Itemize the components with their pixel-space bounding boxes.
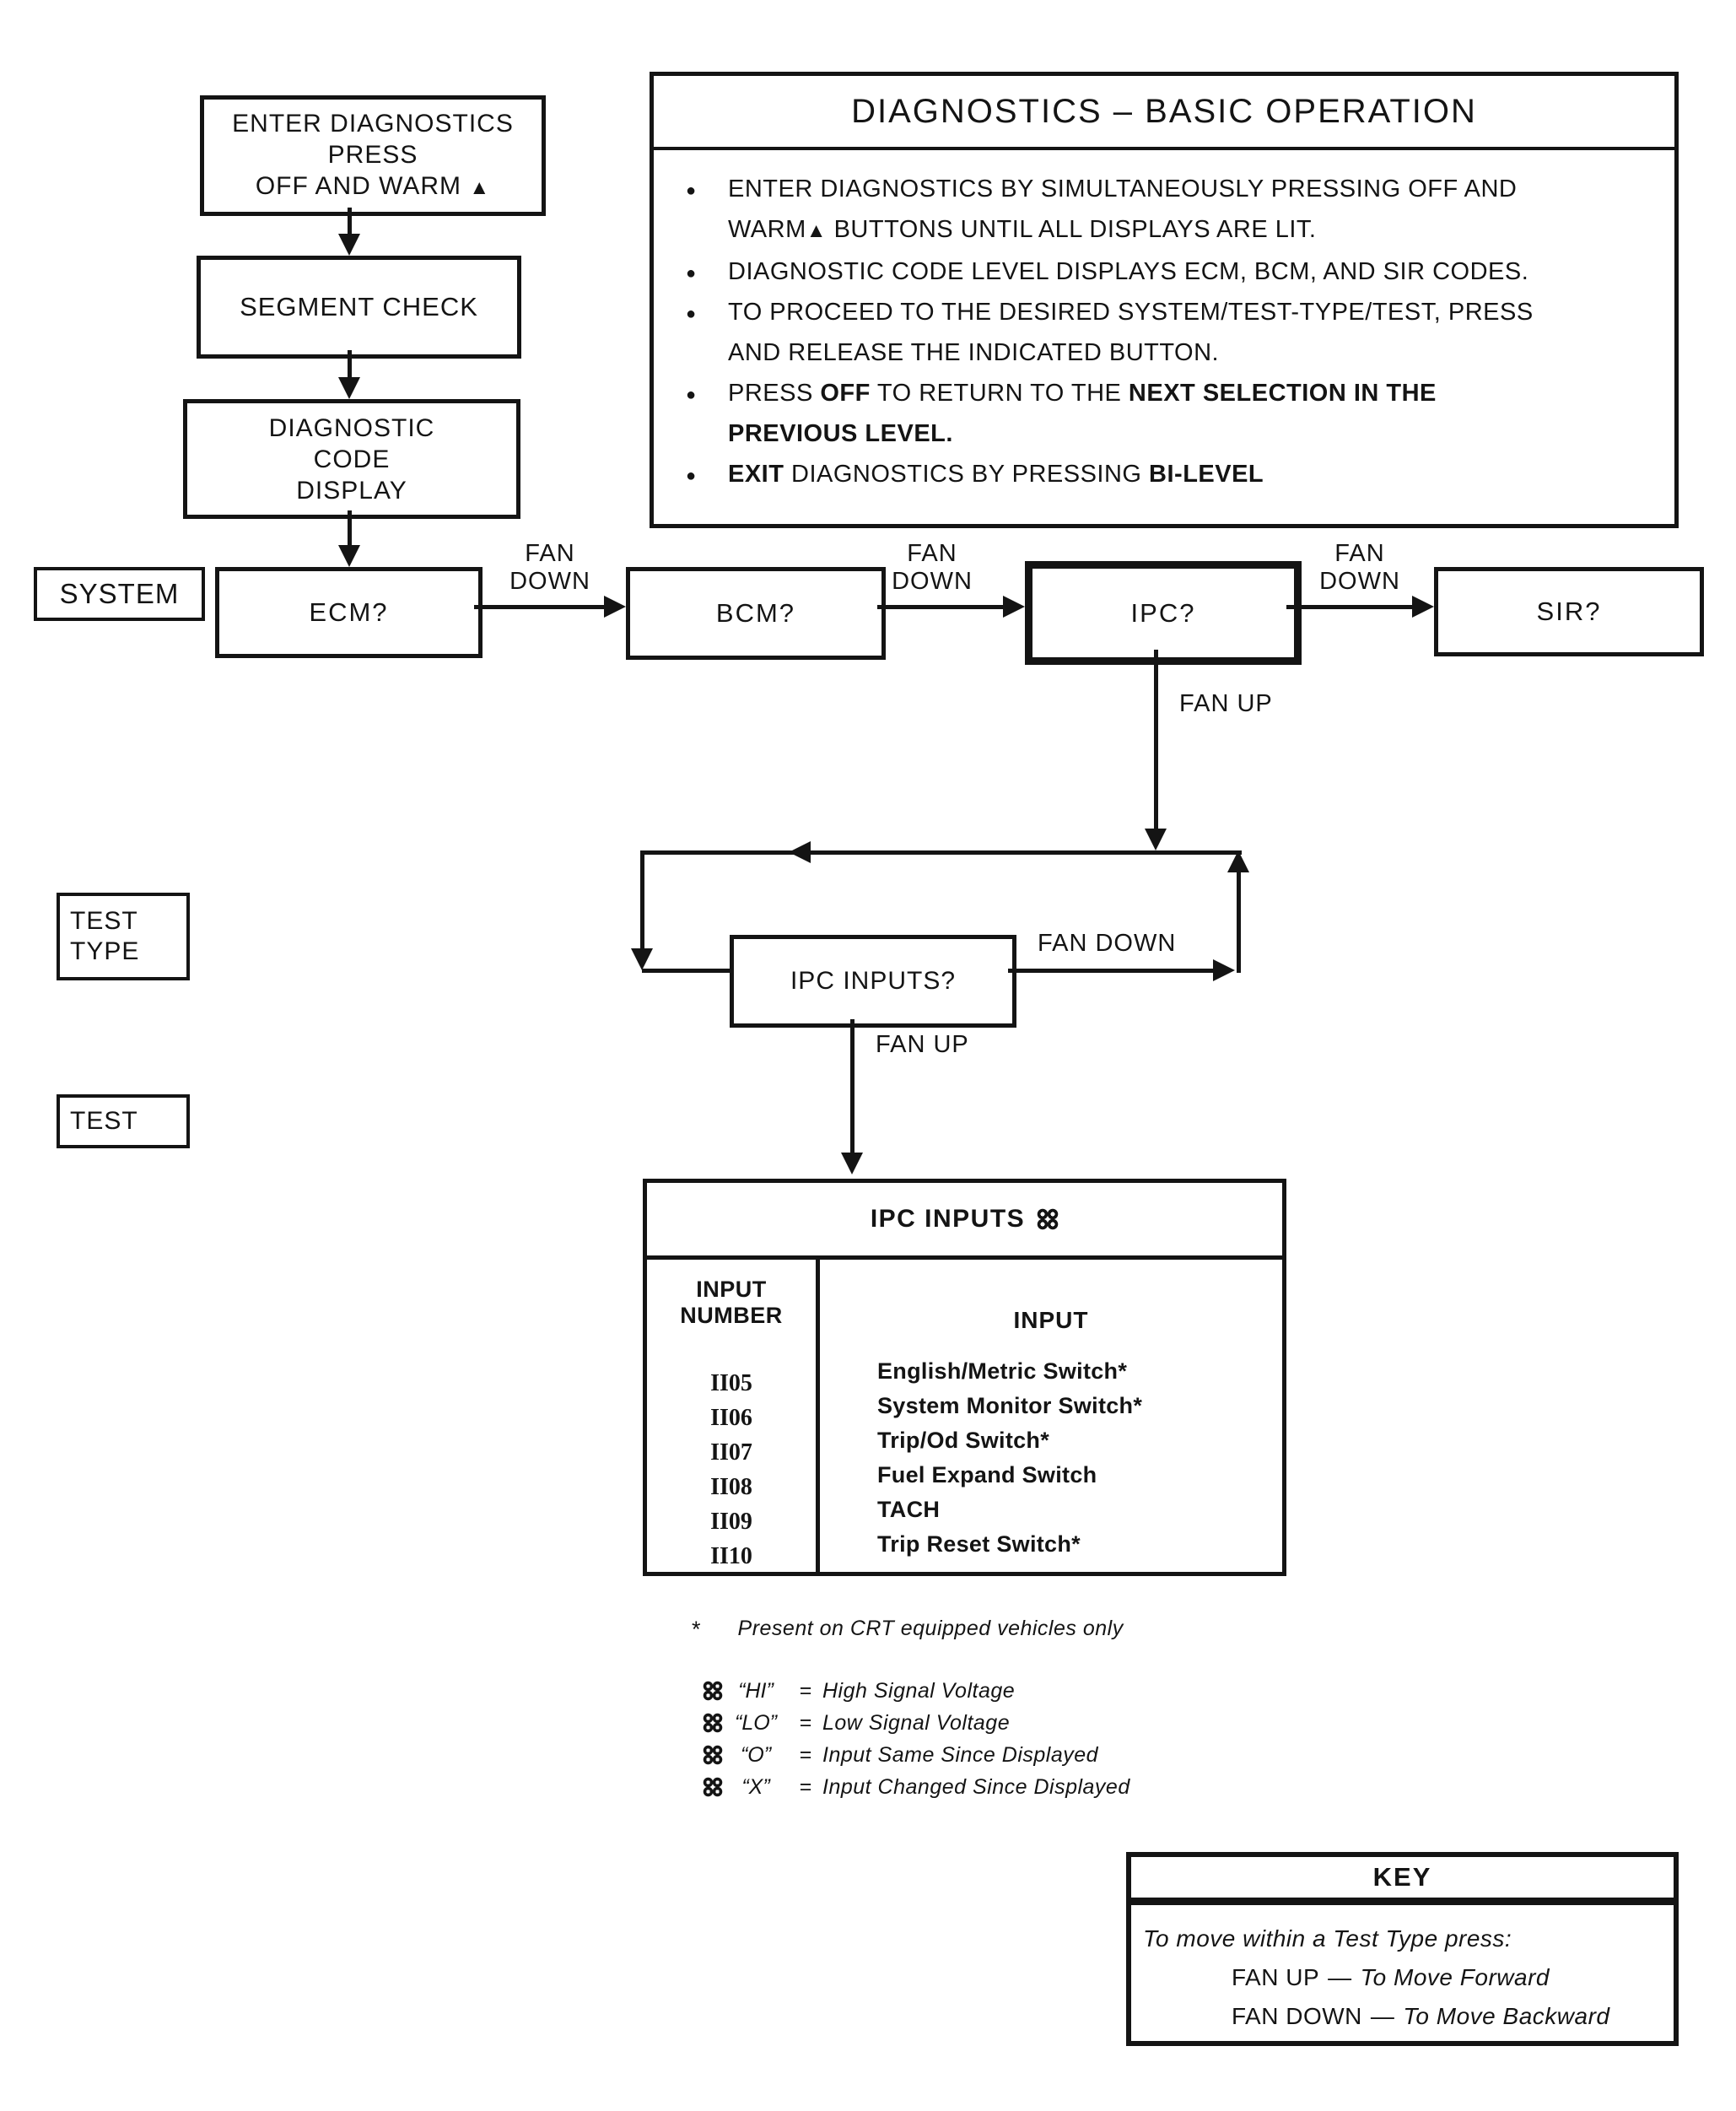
enter-diagnostics-box — [200, 95, 546, 216]
ipc-inputs-label: IPC INPUTS? — [790, 967, 957, 995]
input-footnote-asterisk: * — [1133, 1393, 1143, 1418]
diag-box-line2: CODE — [313, 445, 391, 473]
bullet-text: BUTTONS UNTIL ALL DISPLAYS ARE LIT. — [827, 216, 1317, 243]
arrow-ecm-to-bcm-line — [474, 605, 604, 609]
key-box-body — [1131, 1905, 1674, 2030]
bcm-label: BCM? — [715, 598, 796, 628]
signal-footnote-row — [703, 1679, 1130, 1711]
loop-right-connector-head — [1213, 959, 1235, 981]
table-row-number: II09 — [710, 1509, 752, 1535]
key-action-text: To Move Forward — [1360, 1964, 1550, 1990]
loop-top-left-arrowhead — [789, 841, 811, 863]
test-level-label — [57, 1094, 190, 1148]
diag-box-line3: DISPLAY — [296, 476, 407, 505]
table-row-number: II06 — [710, 1405, 752, 1431]
sir-box — [1434, 567, 1704, 656]
ecm-box — [215, 567, 483, 658]
bullet-text-bold: EXIT — [728, 461, 784, 488]
info-box — [650, 72, 1679, 528]
key-entry-fan-up — [1143, 1964, 1662, 1991]
loop-left-arrowhead — [631, 948, 653, 970]
warm-triangle-icon: ▲ — [469, 176, 491, 199]
input-number-column — [647, 1260, 820, 1572]
arrow-segment-to-diag-line — [348, 350, 352, 377]
asterisk-footnote — [692, 1617, 1124, 1643]
segment-check-box — [197, 256, 521, 359]
arrow-ipc-to-sir-line — [1286, 605, 1412, 609]
quad-circles-icon — [703, 1777, 723, 1797]
loop-top-line — [640, 850, 1242, 855]
ipc-inputs-table-body — [647, 1260, 1282, 1572]
diag-box-line1: DIAGNOSTIC — [268, 413, 435, 442]
down-text: DOWN — [1319, 568, 1400, 595]
fan-down-loop-label: FAN DOWN — [1038, 930, 1177, 957]
bullet-text: DIAGNOSTICS BY PRESSING — [784, 461, 1150, 488]
loop-right-connector — [1008, 969, 1213, 973]
key-intro-text: To move within a Test Type press: — [1143, 1925, 1512, 1952]
fan-text: FAN — [1334, 540, 1385, 567]
bullet-text: TO RETURN TO THE — [870, 380, 1129, 407]
table-row-input — [877, 1527, 1282, 1562]
input-text: TACH — [877, 1497, 941, 1522]
input-column — [820, 1260, 1282, 1572]
table-row-number: II10 — [710, 1543, 752, 1569]
bullet-to-proceed — [728, 292, 1555, 373]
fan-up-to-table-head — [841, 1153, 863, 1174]
bcm-box — [626, 567, 886, 660]
test-type-line1: TEST — [70, 907, 138, 935]
arrow-bcm-to-ipc-line — [877, 605, 1003, 609]
ipc-inputs-table-title — [647, 1183, 1282, 1260]
bullet-text-bold: NEXT SELECTION IN THE PREVIOUS LEVEL. — [728, 380, 1437, 447]
equals-sign: = — [799, 1679, 812, 1703]
signal-sign: “X” — [741, 1775, 770, 1799]
input-footnote-asterisk: * — [1071, 1531, 1081, 1557]
fan-down-label-3 — [1309, 540, 1410, 596]
down-text: DOWN — [892, 568, 973, 595]
loop-right-up-arrowhead — [1227, 850, 1249, 872]
arrow-ecm-to-bcm-head — [604, 596, 626, 618]
enter-box-line3-text: OFF AND WARM — [255, 172, 462, 200]
enter-box-line3 — [256, 170, 490, 203]
key-box-title: KEY — [1131, 1857, 1674, 1905]
table-row-number: II08 — [710, 1474, 752, 1500]
table-row-number: II05 — [710, 1370, 752, 1396]
loop-right-line — [1237, 871, 1241, 973]
bullet-text: PRESS — [728, 380, 821, 407]
sir-label: SIR? — [1536, 597, 1602, 626]
ecm-label: ECM? — [309, 597, 389, 627]
fan-text: FAN — [525, 540, 575, 567]
bullet-diagnostic-code-level — [728, 251, 1555, 292]
input-number-header — [647, 1277, 816, 1329]
key-button-name: FAN DOWN — [1232, 2003, 1362, 2029]
signal-sign: “LO” — [735, 1711, 777, 1735]
bullet-text: TO PROCEED TO THE DESIRED SYSTEM/TEST-TYPE/TEST, PRESS AND RELEASE THE INDICATED BUTTON. — [728, 299, 1534, 366]
enter-box-line2: PRESS — [327, 141, 418, 169]
signal-footnote-row — [703, 1743, 1130, 1775]
signal-meaning: Input Changed Since Displayed — [822, 1775, 1130, 1799]
input-header: INPUT — [1013, 1307, 1089, 1333]
signal-sign: “O” — [740, 1743, 772, 1767]
segment-check-label: SEGMENT CHECK — [240, 292, 478, 321]
signal-meaning: High Signal Voltage — [822, 1679, 1016, 1703]
key-box — [1126, 1852, 1679, 2046]
bullet-enter-diagnostics — [728, 169, 1555, 251]
fan-down-label-1 — [499, 540, 601, 596]
fan-text: FAN — [907, 540, 957, 567]
down-text: DOWN — [509, 568, 590, 595]
warm-triangle-icon: ▲ — [806, 219, 828, 242]
quad-circles-icon — [703, 1745, 723, 1765]
arrow-ipc-to-sir-head — [1412, 596, 1434, 618]
info-box-bullet-list — [654, 150, 1580, 494]
asterisk-marker: * — [692, 1617, 701, 1642]
loop-left-line — [640, 850, 644, 950]
equals-sign: = — [799, 1743, 812, 1767]
dash: — — [1370, 2003, 1395, 2029]
equals-sign: = — [799, 1775, 812, 1799]
bullet-press-off — [728, 373, 1555, 454]
signal-footnote-row — [703, 1711, 1130, 1743]
input-text: Fuel Expand Switch — [877, 1462, 1097, 1487]
arrow-enter-to-segment-head — [338, 234, 360, 256]
table-row-number: II07 — [710, 1439, 752, 1466]
signal-meaning: Low Signal Voltage — [822, 1711, 1011, 1735]
arrow-diag-to-ecm-line — [348, 510, 352, 545]
arrow-segment-to-diag-head — [338, 377, 360, 399]
arrow-enter-to-segment-line — [348, 208, 352, 234]
key-action-text: To Move Backward — [1403, 2003, 1610, 2029]
fan-up-to-table-line — [850, 1019, 855, 1153]
input-text: Trip/Od Switch — [877, 1428, 1041, 1453]
arrow-diag-to-ecm-head — [338, 545, 360, 567]
ipc-inputs-table — [643, 1179, 1286, 1576]
ipc-label: IPC? — [1130, 597, 1196, 628]
bullet-text-bold: BI-LEVEL — [1149, 461, 1264, 488]
table-row-input — [877, 1423, 1282, 1458]
arrow-bcm-to-ipc-head — [1003, 596, 1025, 618]
system-label-text: SYSTEM — [59, 578, 180, 609]
equals-sign: = — [799, 1711, 812, 1735]
quad-circles-icon — [703, 1713, 723, 1733]
signal-meaning: Input Same Since Displayed — [822, 1743, 1099, 1767]
key-entry-fan-down — [1143, 2003, 1662, 2030]
dash: — — [1328, 1964, 1352, 1990]
ipc-box-selected — [1025, 561, 1302, 665]
system-level-label — [34, 567, 205, 621]
enter-box-line1: ENTER DIAGNOSTICS — [232, 110, 514, 138]
bullet-text: ENTER DIAGNOSTICS BY SIMULTANEOUSLY PRESSING OFF AND WARM — [728, 175, 1518, 243]
test-type-line2: TYPE — [70, 937, 140, 965]
table-row-input — [877, 1389, 1282, 1423]
input-text: System Monitor Switch — [877, 1393, 1134, 1418]
signal-footnote-row — [703, 1775, 1130, 1807]
input-number-header-line1: INPUT — [696, 1277, 767, 1302]
table-row-input — [877, 1458, 1282, 1493]
diagnostic-code-display-box — [183, 399, 520, 519]
fan-up-drop-line — [1154, 650, 1158, 830]
input-text: Trip Reset Switch — [877, 1531, 1072, 1557]
key-button-name: FAN UP — [1232, 1964, 1320, 1990]
test-type-level-label — [57, 893, 190, 980]
fan-up-label-2: FAN UP — [876, 1031, 969, 1058]
bullet-text: DIAGNOSTIC CODE LEVEL DISPLAYS ECM, BCM, AND SIR CODES. — [728, 258, 1529, 285]
bullet-exit-diagnostics — [728, 454, 1555, 494]
info-box-title: DIAGNOSTICS – BASIC OPERATION — [654, 76, 1674, 150]
input-values — [820, 1354, 1282, 1562]
asterisk-footnote-text: Present on CRT equipped vehicles only — [737, 1617, 1124, 1640]
input-footnote-asterisk: * — [1040, 1428, 1050, 1453]
quad-circles-icon — [703, 1681, 723, 1701]
table-row-input — [877, 1354, 1282, 1389]
fan-up-drop-head — [1145, 829, 1167, 850]
table-title-text: IPC INPUTS — [870, 1205, 1026, 1233]
input-footnote-asterisk: * — [1118, 1358, 1128, 1384]
fan-down-label-2 — [881, 540, 983, 596]
loop-left-connector — [642, 969, 730, 973]
signal-footnotes — [703, 1679, 1130, 1807]
table-row-input — [877, 1493, 1282, 1527]
fan-up-label-1: FAN UP — [1179, 690, 1273, 717]
signal-sign: “HI” — [738, 1679, 774, 1703]
bullet-text-bold: OFF — [820, 380, 871, 407]
ipc-inputs-box — [730, 935, 1016, 1028]
test-label-text: TEST — [70, 1107, 138, 1135]
input-number-header-line2: NUMBER — [680, 1303, 783, 1328]
quad-circles-icon — [1037, 1208, 1059, 1230]
input-number-values — [647, 1366, 816, 1574]
input-text: English/Metric Switch — [877, 1358, 1119, 1384]
